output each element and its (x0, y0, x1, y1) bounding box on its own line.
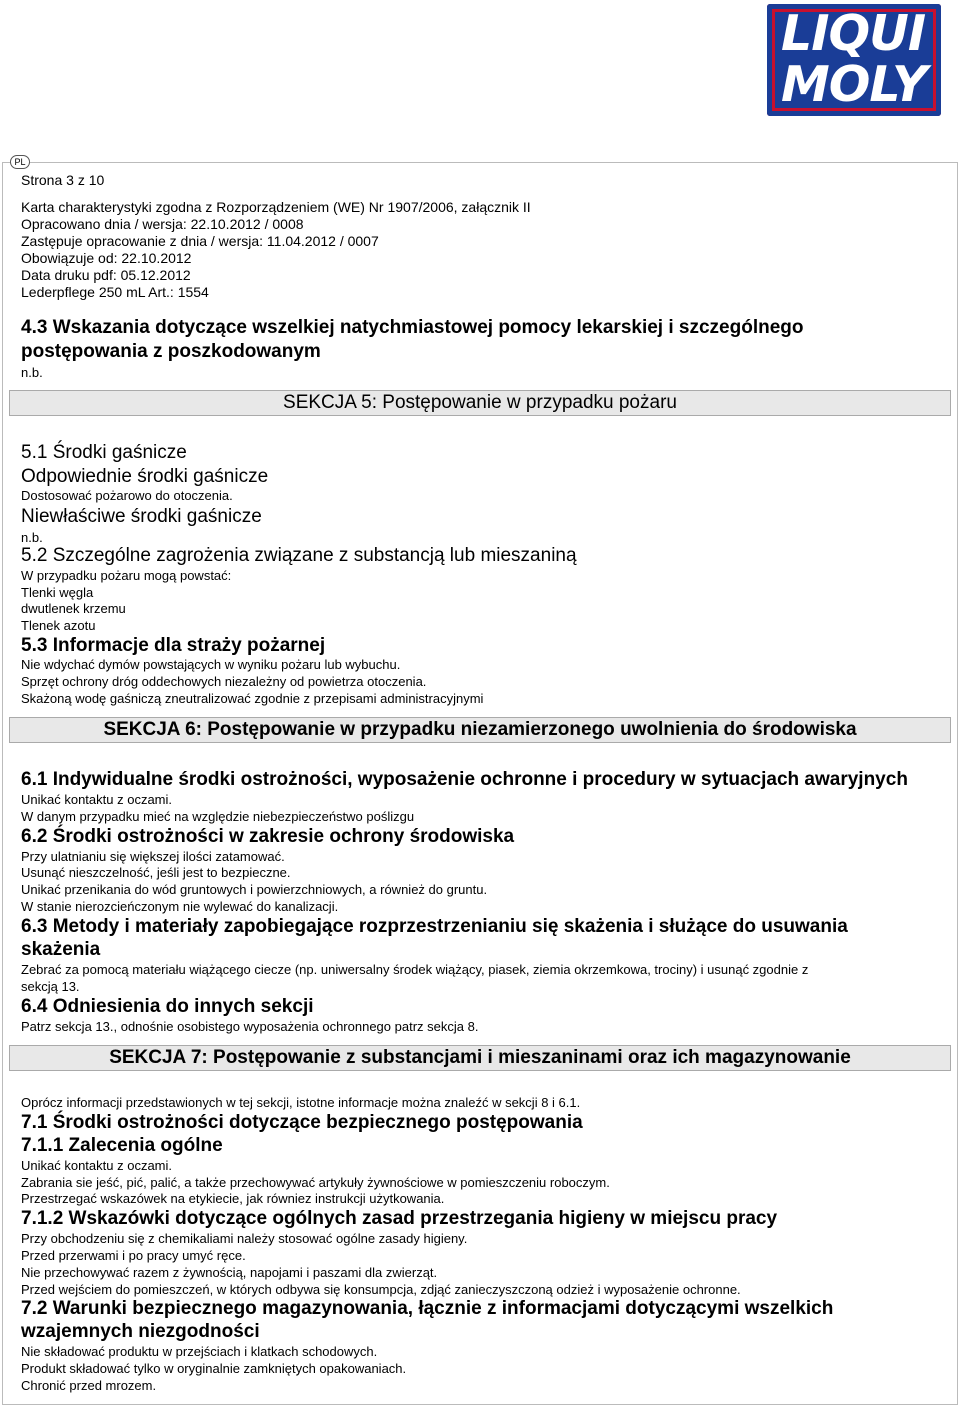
text-6-2-d: W stanie nierozcieńczonym nie wylewać do kanalizacji. (21, 899, 339, 914)
text-5-2-a: W przypadku pożaru mogą powstać: (21, 568, 232, 583)
text-5-2-c: dwutlenek krzemu (21, 601, 126, 616)
text-7-1-2-d: Przed wejściem do pomieszczeń, w których odbywa się konsumpcja, zdjąć zanieczyszczoną odzież i wyposażenie ochronne. (21, 1282, 741, 1297)
heading-6-2: 6.2 Środki ostrożności w zakresie ochrony środowiska (21, 826, 515, 847)
text-5-3-b: Sprzęt ochrony dróg oddechowych niezależny od powietrza otoczenia. (21, 674, 427, 689)
section-6-title: SEKCJA 6: Postępowanie w przypadku niezamierzonego uwolnienia do środowiska (9, 717, 951, 743)
heading-6-1: 6.1 Indywidualne środki ostrożności, wyposażenie ochronne i procedury w sytuacjach awaryjnych (21, 769, 908, 790)
text-7-1-2-a: Przy obchodzeniu się z chemikaliami należy stosować ogólne zasady higieny. (21, 1231, 468, 1246)
section-7-title: SEKCJA 7: Postępowanie z substancjami i mieszaninami oraz ich magazynowanie (9, 1045, 951, 1071)
text-6-3-a: Zebrać za pomocą materiału wiążącego ciecze (np. uniwersalny środek wiążący, piasek, ziemia okrzemkowa, trociny) i usunąć zgodnie z (21, 962, 809, 977)
text-6-3-b: sekcją 13. (21, 979, 80, 994)
heading-5-1-b: Niewłaściwe środki gaśnicze (21, 506, 262, 527)
text-7-2-b: Produkt składować tylko w oryginalnie zamkniętych opakowaniach. (21, 1361, 407, 1376)
header-line-4: Obowiązuje od: 22.10.2012 (21, 250, 192, 266)
text-7-1-1-c: Przestrzegać wskazówek na etykiecie, jak równiez instrukcji użytkowania. (21, 1191, 445, 1206)
heading-7-1: 7.1 Środki ostrożności dotyczące bezpiecznego postępowania (21, 1112, 583, 1133)
heading-7-2-b: wzajemnych niezgodności (21, 1321, 260, 1342)
heading-7-1-1: 7.1.1 Zalecenia ogólne (21, 1135, 223, 1156)
text-7-2-a: Nie składować produktu w przejściach i klatkach schodowych. (21, 1344, 378, 1359)
header-line-1: Karta charakterystyki zgodna z Rozporządzeniem (WE) Nr 1907/2006, załącznik II (21, 199, 531, 215)
text-7-1-1-a: Unikać kontaktu z oczami. (21, 1158, 173, 1173)
text-5-1-b: n.b. (21, 530, 43, 545)
text-6-2-c: Unikać przenikania do wód gruntowych i powierzchniowych, a również do gruntu. (21, 882, 488, 897)
logo-line-1: LIQUI (781, 5, 926, 62)
heading-6-3-b: skażenia (21, 939, 101, 960)
section-5-title: SEKCJA 5: Postępowanie w przypadku pożaru (9, 390, 951, 416)
heading-5-3: 5.3 Informacje dla straży pożarnej (21, 635, 326, 656)
liqui-moly-logo (767, 4, 941, 116)
heading-6-3-a: 6.3 Metody i materiały zapobiegające rozprzestrzenianiu się skażenia i służące do usuwania (21, 916, 848, 937)
text-5-2-b: Tlenki węgla (21, 585, 94, 600)
text-6-1-a: Unikać kontaktu z oczami. (21, 792, 173, 807)
text-6-1-b: W danym przypadku mieć na względzie niebezpieczeństwo poślizgu (21, 809, 415, 824)
text-7-1-2-b: Przed przerwami i po pracy umyć ręce. (21, 1248, 246, 1263)
header-line-3: Zastępuje opracowanie z dnia / wersja: 11.04.2012 / 0007 (21, 233, 379, 249)
heading-5-2: 5.2 Szczególne zagrożenia związane z substancją lub mieszaniną (21, 545, 577, 566)
text-7-1-1-b: Zabrania sie jeść, pić, palić, a także przechowywać artykuły żywnościowe w pomieszczeniu roboczym. (21, 1175, 610, 1190)
text-5-2-d: Tlenek azotu (21, 618, 96, 633)
text-7-intro: Oprócz informacji przedstawionych w tej sekcji, istotne informacje można znaleźć w sekcji 8 i 6.1. (21, 1095, 581, 1110)
header-line-6: Lederpflege 250 mL Art.: 1554 (21, 284, 209, 300)
text-5-3-c: Skażoną wodę gaśniczą zneutralizować zgodnie z przepisami administracyjnymi (21, 691, 484, 706)
heading-7-2-a: 7.2 Warunki bezpiecznego magazynowania, łącznie z informacjami dotyczącymi wszelkich (21, 1298, 834, 1319)
heading-4-3-a: 4.3 Wskazania dotyczące wszelkiej natychmiastowej pomocy lekarskiej i szczególnego (21, 317, 804, 338)
text-4-3: n.b. (21, 365, 43, 380)
heading-4-3-b: postępowania z poszkodowanym (21, 341, 321, 362)
text-6-2-a: Przy ulatnianiu się większej ilości zatamować. (21, 849, 285, 864)
heading-5-1: 5.1 Środki gaśnicze (21, 442, 187, 463)
header-line-5: Data druku pdf: 05.12.2012 (21, 267, 191, 283)
logo-line-2: MOLY (781, 56, 927, 113)
language-badge: PL (10, 155, 30, 169)
page-number: Strona 3 z 10 (21, 172, 105, 188)
header-line-2: Opracowano dnia / wersja: 22.10.2012 / 0008 (21, 216, 304, 232)
text-6-2-b: Usunąć nieszczelność, jeśli jest to bezpieczne. (21, 865, 291, 880)
text-5-1-a: Dostosować pożarowo do otoczenia. (21, 488, 233, 503)
heading-7-1-2: 7.1.2 Wskazówki dotyczące ogólnych zasad przestrzegania higieny w miejscu pracy (21, 1208, 778, 1229)
text-5-3-a: Nie wdychać dymów powstających w wyniku pożaru lub wybuchu. (21, 657, 401, 672)
heading-6-4: 6.4 Odniesienia do innych sekcji (21, 996, 314, 1017)
text-6-4: Patrz sekcja 13., odnośnie osobistego wyposażenia ochronnego patrz sekcja 8. (21, 1019, 479, 1034)
heading-5-1-a: Odpowiednie środki gaśnicze (21, 466, 269, 487)
text-7-2-c: Chronić przed mrozem. (21, 1378, 157, 1393)
text-7-1-2-c: Nie przechowywać razem z żywnością, napojami i paszami dla zwierząt. (21, 1265, 438, 1280)
